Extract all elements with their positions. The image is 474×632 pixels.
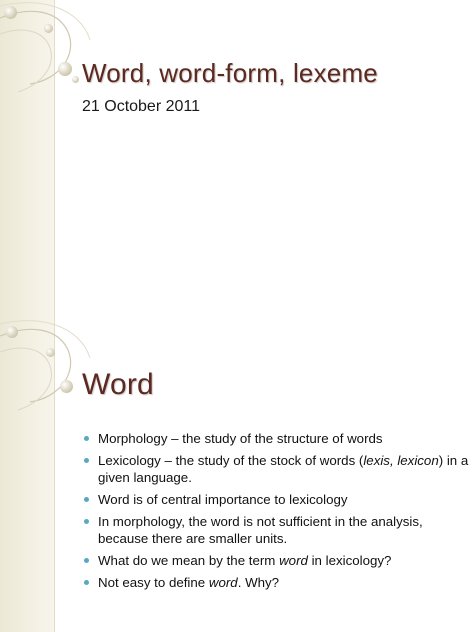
decorative-dot [72,76,79,83]
decorative-dot [6,326,18,338]
bullet-dot-icon [84,558,89,563]
bullet-item [82,513,470,547]
content-slide [0,316,474,632]
slide-title: Word, word-form, lexeme [82,58,378,88]
bullet-text: In morphology, the word is not sufficient in the analysis, because there are smaller units. [98,514,423,546]
bullet-dot-icon [84,497,89,502]
bullet-text: ) in a given language. [98,453,469,485]
slide-title: Word [82,368,154,401]
bullet-text: in lexicology? [307,553,392,568]
decorative-dot [60,380,73,393]
bullet-dot-icon [84,458,89,463]
bullet-text: Word is of central importance to lexicology [98,492,348,507]
bullet-text: Morphology – the study of the structure of words [98,431,383,446]
bullet-item [82,430,470,447]
decorative-dot [58,62,72,76]
bullet-item [82,574,470,591]
slide-date: 21 October 2011 [82,98,201,115]
decorative-dot [44,24,53,33]
bullet-text: Not easy to define [98,575,209,590]
bullet-item [82,452,470,486]
side-panel [0,316,55,632]
bullet-item [82,552,470,569]
bullet-dot-icon [84,519,89,524]
bullet-dot-icon [84,580,89,585]
bullet-text-italic: lexis, lexicon [363,453,439,468]
bullet-item [82,491,470,508]
bullet-text-italic: word [279,553,308,568]
bullet-dot-icon [84,436,89,441]
decorative-dot [46,348,55,357]
bullet-text: Lexicology – the study of the stock of words ( [98,453,364,468]
side-panel [0,0,55,316]
decorative-dot [4,6,17,19]
bullet-text: What do we mean by the term [98,553,280,568]
bullet-text: . Why? [237,575,280,590]
bullet-list [82,430,470,596]
bullet-text-italic: word [208,575,238,590]
